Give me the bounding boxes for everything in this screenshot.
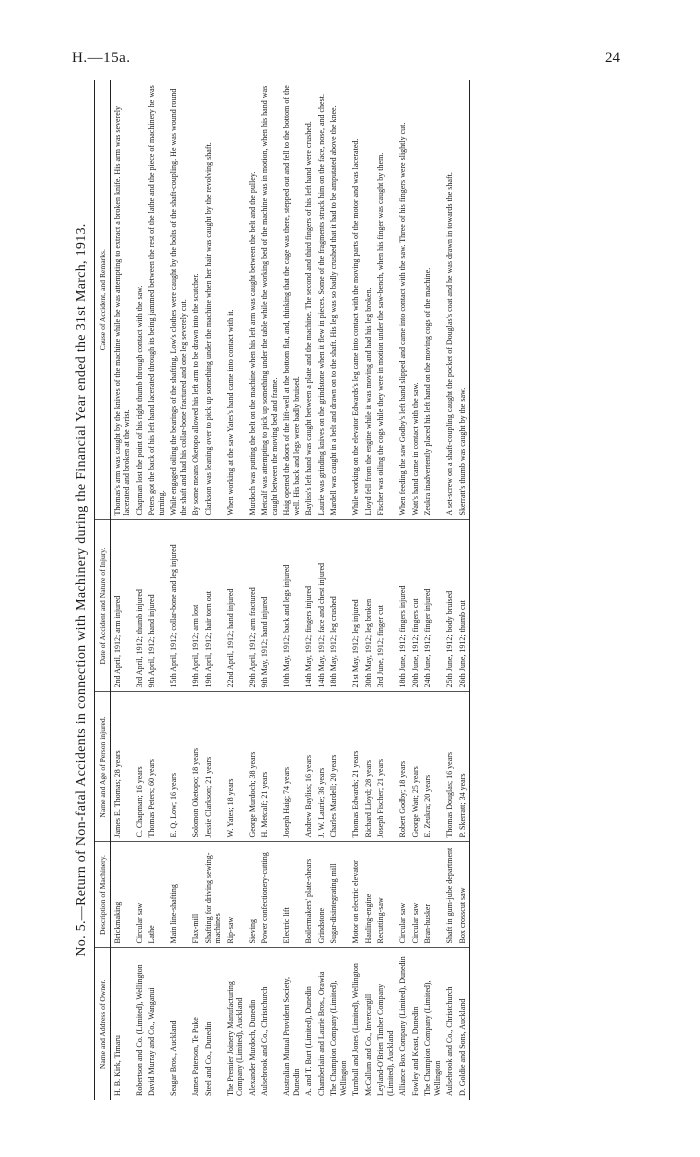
- cell-person: P. Skerratt; 34 years: [456, 692, 469, 842]
- table-row: [444, 80, 457, 1100]
- cell-date-injury: 3rd April, 1912; thumb injured: [133, 520, 146, 692]
- table-row: [397, 80, 410, 1100]
- table-row: [350, 80, 363, 1100]
- cell-owner: Alliance Box Company (Limited), Dunedin: [398, 956, 407, 1096]
- cell-machinery: Shafting for driving sewing-machines: [202, 842, 224, 948]
- cell-cause: Mardell was caught in a belt and drawn on to the shaft. His leg was so badly crushed that it had to be amputated above the knee.: [328, 80, 350, 520]
- cell-date-injury: 24th June, 1912; finger injured: [422, 520, 444, 692]
- cell-person: E. Zeukra; 20 years: [422, 692, 444, 842]
- cell-machinery: Sugar-disintegrating mill: [328, 842, 350, 948]
- cell-owner: Chamberlain and Laurie Bros., Orawia: [316, 971, 326, 1096]
- cell-owner: McCallum and Co., Invercargill: [363, 993, 373, 1096]
- cell-owner: The Premier Joinery Manufacturing Company (Limited), Auckland: [225, 981, 244, 1096]
- cell-date-injury: 18th May, 1912; leg crushed: [328, 520, 350, 692]
- header-owner: Name and Address of Owner.: [95, 948, 111, 1100]
- cell-owner: The Champion Company (Limited), Wellington: [329, 980, 348, 1096]
- cell-person: Richard Lloyd; 28 years: [362, 692, 375, 842]
- rotated-table-region: [72, 80, 620, 1100]
- cell-owner: James Paterson, Te Puke: [191, 1017, 200, 1096]
- header-person: Name and Age of Person injured.: [95, 692, 111, 842]
- cell-cause: Metcalf was attempting to pick up something under the table while the working bed of the machine was in motion, when his hand was caught between the moving bed and frame.: [259, 80, 281, 520]
- cell-owner: Aulsebrook and Co., Christchurch: [445, 986, 454, 1096]
- cell-owner: Australian Mutual Provident Society, Dunedin: [282, 976, 301, 1096]
- cell-person: Jessie Clarkson; 21 years: [202, 692, 224, 842]
- cell-date-injury: 14th May, 1912; face and chest injured: [315, 520, 328, 692]
- cell-machinery: Hauling-engine: [362, 842, 375, 948]
- table-row: [133, 80, 146, 1100]
- cell-owner: Steel and Co., Dunedin: [203, 1021, 213, 1096]
- table-title: No. 5.—Return of Non-fatal Accidents in connection with Machinery during the Financial Year ended the 31st March, 1913.: [74, 223, 89, 957]
- table-row: [259, 80, 281, 1100]
- accidents-table: [94, 80, 470, 1100]
- table-row: [202, 80, 224, 1100]
- cell-owner: D. Goldie and Sons, Auckland: [456, 948, 469, 1100]
- cell-machinery: Sieving: [246, 842, 259, 948]
- cell-machinery: Boilermakers' plate-shears: [303, 842, 316, 948]
- cell-person: George Murdoch; 38 years: [246, 692, 259, 842]
- table-row: [168, 80, 190, 1100]
- cell-owner: A. and T. Burt (Limited), Dunedin: [304, 986, 313, 1096]
- cell-machinery: Box crosscut saw: [456, 842, 469, 948]
- table-header-row: [95, 80, 111, 1100]
- header-date-injury: Date of Accident and Nature of Injury.: [95, 520, 111, 692]
- cell-person: Andrew Bayliss; 16 years: [303, 692, 316, 842]
- cell-machinery: Rip-saw: [224, 842, 246, 948]
- table-row: [328, 80, 350, 1100]
- cell-person: James E. Thomas; 28 years: [111, 692, 134, 842]
- cell-person: Thomas Douglas; 16 years: [444, 692, 457, 842]
- table-row: [422, 80, 444, 1100]
- cell-date-injury: 26th June, 1912; thumb cut: [456, 520, 469, 692]
- cell-cause: When feeding the saw Godby's left hand slipped and came into contact with the saw. Three of his fingers were slightly cut.: [397, 80, 410, 520]
- cell-owner: The Champion Company (Limited), Wellington: [423, 980, 442, 1096]
- cell-person: Thomas Peters; 60 years: [146, 692, 168, 842]
- cell-cause: Zeukra inadvertently placed his left hand on the moving cogs of the machine.: [422, 80, 444, 520]
- table-row: [111, 80, 134, 1100]
- cell-date-injury: 19th April, 1912; hair torn out: [202, 520, 224, 692]
- cell-machinery: Circular saw: [397, 842, 410, 948]
- cell-cause: Fischer was oiling the cogs while they were in motion under the saw-bench, when his finger was caught by them.: [375, 80, 397, 520]
- page-number: 24: [605, 50, 620, 66]
- table-row: [303, 80, 316, 1100]
- cell-machinery: Recutting-saw: [375, 842, 397, 948]
- cell-owner: Turnbull and Jones (Limited), Wellington: [351, 963, 360, 1096]
- table-row: [224, 80, 246, 1100]
- cell-date-injury: 3rd June, 1912; finger cut: [375, 520, 397, 692]
- cell-date-injury: 25th June, 1912; body bruised: [444, 520, 457, 692]
- cell-owner: Fowley and Keast, Dunedin: [410, 1006, 420, 1096]
- cell-cause: Murdoch was putting the belt on the machine when his left arm was caught between the belt and the pulley.: [246, 80, 259, 520]
- cell-owner: Alexander Murdoch, Dunedin: [247, 999, 257, 1096]
- cell-cause: While working on the elevator Edwards's leg came into contact with the moving parts of the motor and was lacerated.: [350, 80, 363, 520]
- document-reference: H.—15a.: [72, 50, 131, 66]
- cell-date-injury: 2nd April, 1912; arm injured: [111, 520, 134, 692]
- cell-cause: By some means Oketopo allowed his left arm to be drawn into the scutcher.: [190, 80, 203, 520]
- cell-cause: Thomas's arm was caught by the knives of the machine while he was attempting to extract a broken knife. His arm was severely lacerated and broken at the wrist.: [111, 80, 134, 520]
- cell-cause: While engaged oiling the bearings of the shafting, Low's clothes were caught by the bolts of the shaft-coupling. He was wound round the shaft and had his collar-bone fractured and one leg severely cut.: [168, 80, 190, 520]
- cell-date-injury: 30th May, 1912; leg broken: [362, 520, 375, 692]
- cell-machinery: Shaft in gum-jube department: [444, 842, 457, 948]
- page-header: [72, 50, 620, 74]
- cell-cause: Lloyd fell from the engine while it was moving and had his leg broken.: [362, 80, 375, 520]
- cell-date-injury: 21st May, 1912; leg injured: [350, 520, 363, 692]
- cell-owner: H. B. Kirk, Timaru: [112, 1035, 122, 1096]
- cell-machinery: Circular saw: [409, 842, 422, 948]
- cell-date-injury: 9th April, 1912; hand injured: [146, 520, 168, 692]
- cell-cause: Bayliss's left hand was caught between a plate and the machine. The second and third fingers of his left hand were crushed.: [303, 80, 316, 520]
- cell-cause: Skerratt's thumb was caught by the saw.: [456, 80, 469, 520]
- cell-date-injury: 14th May, 1912; fingers injured: [303, 520, 316, 692]
- table-row: [281, 80, 303, 1100]
- table-row: [246, 80, 259, 1100]
- cell-machinery: Power confectionery-cutting: [259, 842, 281, 948]
- cell-date-injury: 9th May, 1912; hand injured: [259, 520, 281, 692]
- cell-cause: Chapman lost the point of his right thumb through contact with the saw.: [133, 80, 146, 520]
- cell-date-injury: 22nd April, 1912; hand injured: [224, 520, 246, 692]
- cell-cause: When working at the saw Yates's hand came into contact with it.: [224, 80, 246, 520]
- accidents-table-wrapper: [94, 80, 470, 1100]
- table-row: [456, 80, 469, 1100]
- cell-machinery: Electric lift: [281, 842, 303, 948]
- table-row: [375, 80, 397, 1100]
- cell-machinery: Grindstone: [315, 842, 328, 948]
- cell-machinery: Bran-husker: [422, 842, 444, 948]
- cell-cause: Laurie was grinding knives on the grindstone when it flew in pieces. Some of the fragments struck him on the face, nose, and chest.: [315, 80, 328, 520]
- table-row: [409, 80, 422, 1100]
- cell-person: Charles Mardell; 20 years: [328, 692, 350, 842]
- cell-date-injury: 15th April, 1912; collar-bone and leg injured: [168, 520, 190, 692]
- table-body: [111, 80, 470, 1100]
- cell-person: George Watt; 25 years: [409, 692, 422, 842]
- table-row: [315, 80, 328, 1100]
- header-cause: Cause of Accident, and Remarks.: [95, 80, 111, 520]
- cell-machinery: Flax-mill: [190, 842, 203, 948]
- cell-person: Thomas Edwards; 21 years: [350, 692, 363, 842]
- cell-date-injury: 18th June, 1912; fingers injured: [397, 520, 410, 692]
- cell-date-injury: 10th May, 1912; back and legs injured: [281, 520, 303, 692]
- cell-cause: Peters got the back of his left hand lacerated through its being jammed between the rest of the lathe and the piece of machinery he was turning.: [146, 80, 168, 520]
- cell-owner: Robertson and Co. (Limited), Wellington: [134, 964, 144, 1096]
- cell-person: W. Yates; 18 years: [224, 692, 246, 842]
- cell-person: Solomon Oketopo; 18 years: [190, 692, 203, 842]
- header-machinery: Description of Machinery.: [95, 842, 111, 948]
- cell-machinery: Motor on electric elevator: [350, 842, 363, 948]
- cell-owner: David Murray and Co., Wanganui: [147, 987, 156, 1096]
- cell-person: Joseph Fischer; 21 years: [375, 692, 397, 842]
- cell-person: H. Metcalf; 21 years: [259, 692, 281, 842]
- cell-owner: Seagar Bros., Auckland: [169, 1020, 178, 1096]
- cell-machinery: Main line-shafting: [168, 842, 190, 948]
- cell-date-injury: 20th June, 1912; fingers cut: [409, 520, 422, 692]
- cell-person: E. Q. Low; 16 years: [168, 692, 190, 842]
- cell-cause: A set-screw on a shaft-coupling caught the pocket of Douglas's coat and he was drawn in towards the shaft.: [444, 80, 457, 520]
- cell-person: J. W. Laurie; 36 years: [315, 692, 328, 842]
- cell-date-injury: 29th April, 1912; arm fractured: [246, 520, 259, 692]
- table-row: [362, 80, 375, 1100]
- cell-cause: Watt's hand came in contact with the saw.: [409, 80, 422, 520]
- cell-date-injury: 19th April, 1912; arm lost: [190, 520, 203, 692]
- cell-person: C. Chapman; 16 years: [133, 692, 146, 842]
- cell-machinery: Circular saw: [133, 842, 146, 948]
- table-row: [190, 80, 203, 1100]
- cell-machinery: Lathe: [146, 842, 168, 948]
- cell-owner: Leyland-O'Brien Timber Company (Limited), Auckland: [376, 983, 395, 1096]
- cell-machinery: Brickmaking: [111, 842, 134, 948]
- cell-owner: Aulsebrook and Co., Christchurch: [260, 986, 269, 1096]
- cell-cause: Haig opened the doors of the lift-well at the bottom flat, and, thinking that the cage was there, stepped out and fell to the bottom of the well. His back and legs were badly bruised.: [281, 80, 303, 520]
- cell-person: Robert Godby; 18 years: [397, 692, 410, 842]
- cell-person: Joseph Haig; 74 years: [281, 692, 303, 842]
- table-row: [146, 80, 168, 1100]
- cell-cause: Clarkson was leaning over to pick up something under the machine when her hair was caught by the revolving shaft.: [202, 80, 224, 520]
